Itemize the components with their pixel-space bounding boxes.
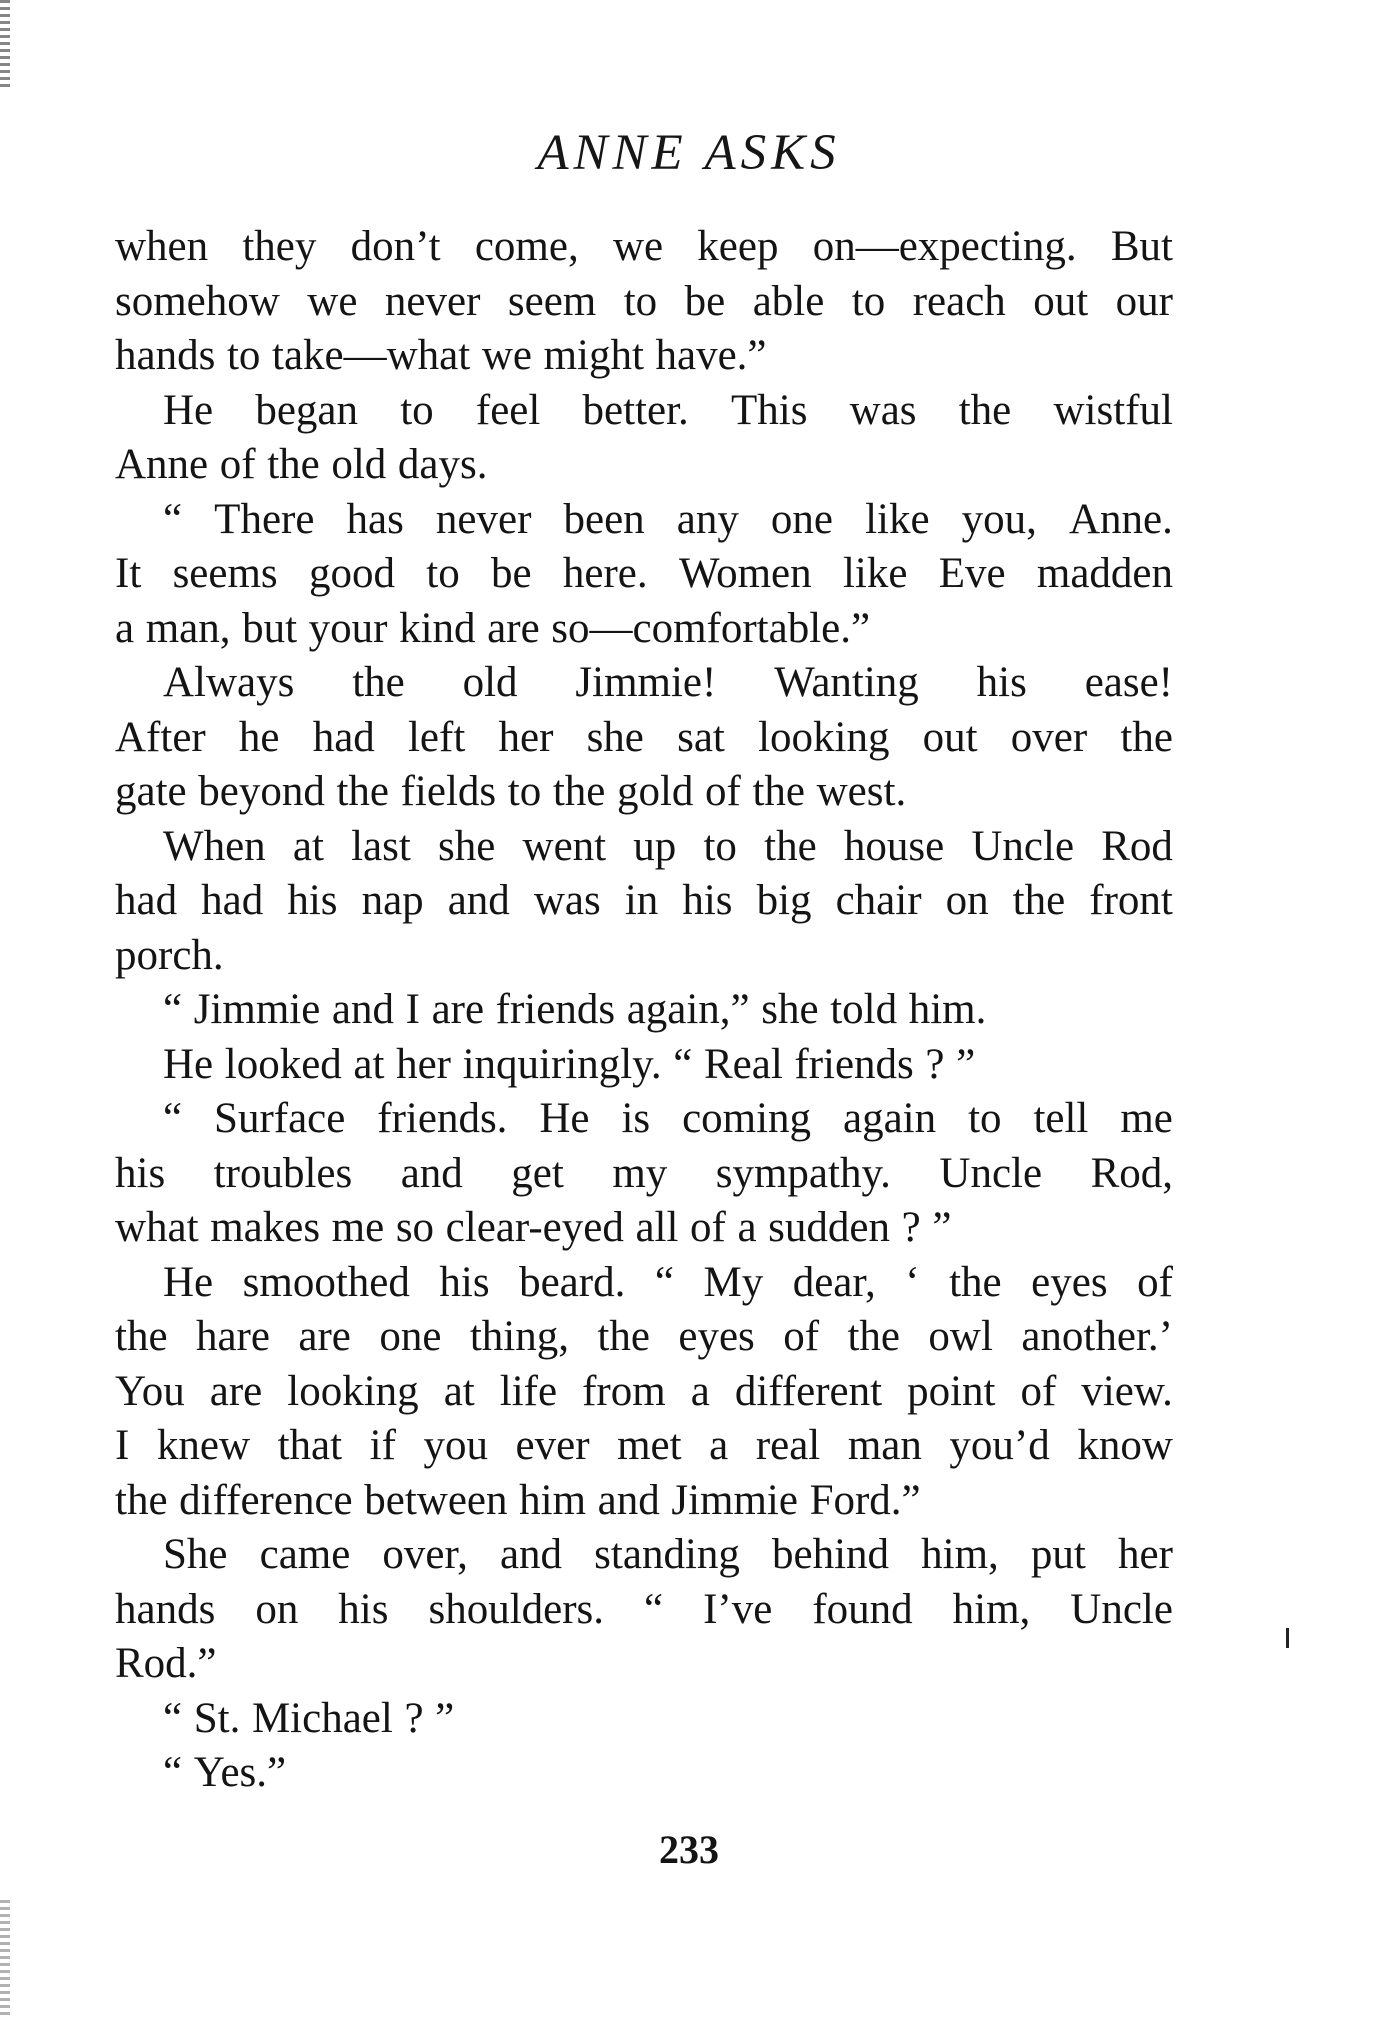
text-line: hands to take—what we might have.”: [115, 332, 767, 379]
text-line: gate beyond the fields to the gold of the west.: [115, 768, 907, 815]
text-line: “ There has never been any one like you, Anne.: [163, 495, 1173, 543]
text-line: when they don’t come, we keep on—expecting. But: [115, 223, 1173, 270]
text-line: Rod.”: [115, 1640, 217, 1687]
text-line: When at last she went up to the house Uncle Rod: [163, 822, 1173, 870]
text-line: It seems good to be here. Women like Eve madden: [115, 550, 1173, 597]
text-line: He looked at her inquiringly. “ Real friends ? ”: [163, 1040, 976, 1088]
text-line: had had his nap and was in his big chair on the front: [115, 877, 1173, 924]
text-line: hands on his shoulders. “ I’ve found him, Uncle: [115, 1585, 1173, 1633]
text-line: You are looking at life from a different point of view.: [115, 1367, 1173, 1415]
stray-ink-mark: [1286, 1628, 1289, 1648]
text-line: She came over, and standing behind him, put her: [163, 1531, 1173, 1578]
text-line: I knew that if you ever met a real man you’d know: [115, 1422, 1173, 1469]
text-line: porch.: [115, 931, 224, 979]
text-line: He smoothed his beard. “ My dear, ‘ the eyes of: [163, 1258, 1173, 1306]
text-line: the hare are one thing, the eyes of the owl another.’: [115, 1313, 1173, 1360]
page-edge-mark: [0, 0, 10, 90]
page-edge-mark: [0, 1900, 10, 2019]
page-number: 233: [659, 1827, 719, 1872]
text-line: a man, but your kind are so—comfortable.”: [115, 604, 871, 652]
text-line: He began to feel better. This was the wistful: [163, 386, 1173, 434]
text-line: Anne of the old days.: [115, 441, 488, 488]
text-line: “ Surface friends. He is coming again to tell me: [163, 1095, 1173, 1142]
text-line: what makes me so clear-eyed all of a sudden ? ”: [115, 1204, 952, 1251]
body-text: [115, 220, 1173, 1801]
text-line: “ Jimmie and I are friends again,” she told him.: [163, 986, 987, 1033]
text-line: the difference between him and Jimmie Ford.”: [115, 1476, 921, 1524]
text-line: somehow we never seem to be able to reach out our: [115, 277, 1173, 325]
text-line: After he had left her she sat looking out over the: [115, 713, 1173, 761]
text-line: Always the old Jimmie! Wanting his ease!: [163, 659, 1173, 706]
text-line: “ St. Michael ? ”: [163, 1694, 455, 1742]
running-head: ANNE ASKS: [537, 125, 841, 181]
text-line: “ Yes.”: [163, 1749, 287, 1796]
text-line: his troubles and get my sympathy. Uncle Rod,: [115, 1149, 1173, 1197]
